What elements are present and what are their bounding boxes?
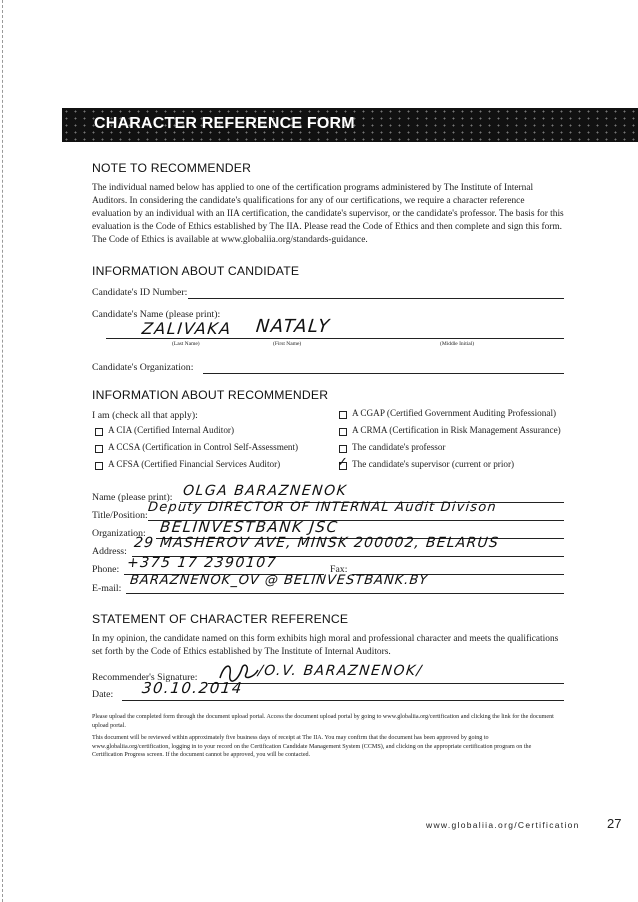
- note-heading: NOTE TO RECOMMENDER: [92, 161, 252, 175]
- crma-checkbox[interactable]: [339, 428, 347, 436]
- top-scan-edge: [0, 0, 638, 6]
- phone-value: +375 17 2390107: [126, 555, 278, 571]
- candidate-id-field[interactable]: [188, 298, 564, 299]
- candidate-name-field[interactable]: [106, 338, 564, 339]
- email-label: E-mail:: [92, 583, 122, 594]
- footer-url: www.globaliia.org/Certification: [426, 820, 580, 830]
- fax-label: Fax:: [330, 564, 348, 575]
- date-value: 30.10.2014: [141, 679, 244, 697]
- first-name-caption: (First Name): [273, 341, 302, 347]
- upload-instructions: Please upload the completed form through the document upload portal. Access the document upload portal by going to www.globaliia.org/certification and clicking the link for the document upload portal.: [92, 714, 554, 729]
- email-field[interactable]: [126, 593, 564, 594]
- address-label: Address:: [92, 546, 127, 557]
- crma-label: A CRMA (Certification in Risk Management Assurance): [352, 425, 561, 435]
- title-value: Deputy DIRECTOR OF INTERNAL Audit Divison: [147, 500, 498, 515]
- professor-label: The candidate's professor: [352, 442, 446, 452]
- cia-checkbox[interactable]: [95, 428, 103, 436]
- candidate-last-name: ZALIVAKA: [141, 319, 233, 338]
- form-title: CHARACTER REFERENCE FORM: [94, 115, 355, 132]
- left-scan-edge: [2, 0, 4, 902]
- supervisor-check-mark-icon: ✓: [337, 455, 348, 470]
- organization-value: BELINVESTBANK JSC: [159, 518, 340, 536]
- statement-heading: STATEMENT OF CHARACTER REFERENCE: [92, 612, 349, 626]
- form-header-band: [62, 108, 638, 142]
- statement-body: In my opinion, the candidate named on this form exhibits high moral and professional character and meets the qualifications set forth by the Code of Ethics established by The Institute of Internal Auditors.: [92, 634, 559, 657]
- cfsa-checkbox[interactable]: [95, 462, 103, 470]
- candidate-id-label: Candidate's ID Number:: [92, 287, 188, 298]
- cgap-label: A CGAP (Certified Government Auditing Professional): [352, 408, 557, 418]
- date-label: Date:: [92, 689, 114, 700]
- ccsa-checkbox[interactable]: [95, 445, 103, 453]
- recommender-heading: INFORMATION ABOUT RECOMMENDER: [92, 388, 329, 402]
- page-number: 27: [607, 816, 622, 831]
- recommender-name-label: Name (please print):: [92, 492, 173, 503]
- candidate-org-field[interactable]: [203, 373, 564, 374]
- cgap-checkbox[interactable]: [339, 411, 347, 419]
- candidate-org-label: Candidate's Organization:: [92, 362, 194, 373]
- signature-field[interactable]: [208, 683, 564, 684]
- middle-initial-caption: (Middle Initial): [440, 341, 475, 347]
- supervisor-label: The candidate's supervisor (current or prior): [352, 459, 515, 469]
- review-instructions: This document will be reviewed within approximately five business days of receipt at The IIA. You may confirm that the document has been approved by going to www.globaliia.org/certification, logging in to your record on the Certification Candidate Management System (CCMS), and clicking on the appropriate certification program on the Certification Progress screen. If the document cannot be approved, you will be contacted.: [92, 735, 532, 759]
- cia-label: A CIA (Certified Internal Auditor): [108, 425, 235, 435]
- phone-label: Phone:: [92, 564, 120, 575]
- candidate-name-label: Candidate's Name (please print):: [92, 309, 221, 320]
- date-field[interactable]: [122, 700, 564, 701]
- note-body: The individual named below has applied to one of the certification programs administered by The Institute of Internal Auditors. In considering the candidate's qualifications for any of our certifications, we require a character reference evaluation by an individual with an IIA certification, the candidate's supervisor, or the candidate's professor. The basis for this evaluation is the Code of Ethics established by The IIA. Please read the Code of Ethics and then complete and sign this form. The Code of Ethics is available at www.globaliia.org/standards-guidance.: [92, 183, 564, 245]
- address-value: 29 MASHEROV AVE, MINSK 200002, BELARUS: [133, 535, 500, 551]
- professor-checkbox[interactable]: [339, 445, 347, 453]
- candidate-first-name: NATALY: [254, 316, 332, 337]
- title-label: Title/Position:: [92, 510, 148, 521]
- ccsa-label: A CCSA (Certification in Control Self-Assessment): [108, 442, 299, 452]
- signature-value: /O.V. BARAZNENOK/: [257, 663, 424, 679]
- cfsa-label: A CFSA (Certified Financial Services Auditor): [108, 459, 281, 469]
- signature-label: Recommender's Signature:: [92, 672, 198, 683]
- check-prompt: I am (check all that apply):: [92, 410, 198, 421]
- candidate-heading: INFORMATION ABOUT CANDIDATE: [92, 264, 300, 278]
- last-name-caption: (Last Name): [172, 341, 200, 347]
- organization-label: Organization:: [92, 528, 146, 539]
- email-value: BARAZNENOK_OV @ BELINVESTBANK.BY: [129, 573, 429, 588]
- recommender-name-value: OLGA BARAZNENOK: [182, 483, 349, 499]
